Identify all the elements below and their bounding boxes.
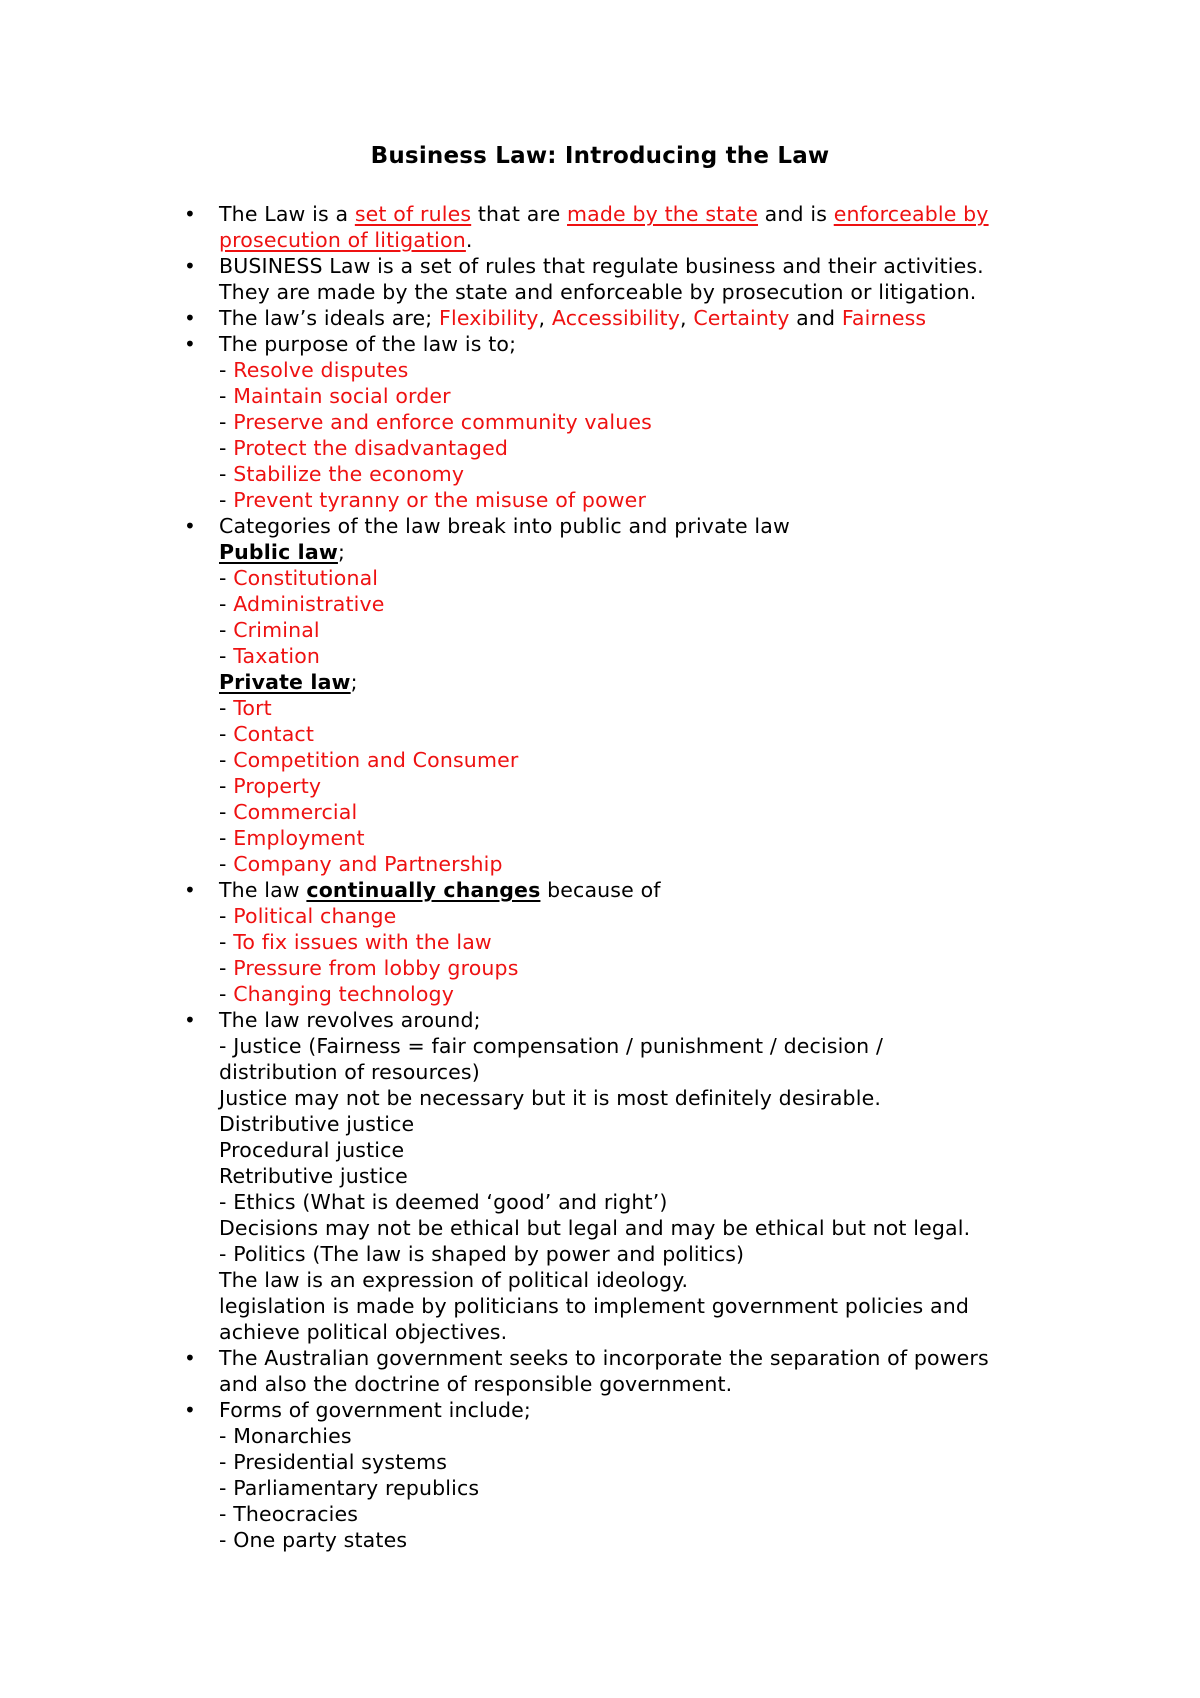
bullet-line: Distributive justice (219, 1112, 415, 1136)
list-item-text: Changing technology (233, 982, 454, 1006)
list-item: - Employment (219, 826, 365, 850)
bullet-line: - Politics (The law is shaped by power and politics) (219, 1242, 745, 1266)
text-run: ; (337, 540, 345, 564)
list-item-text: Employment (233, 826, 365, 850)
list-item: - To fix issues with the law (219, 930, 492, 954)
bullet-line: distribution of resources) (219, 1060, 480, 1084)
list-item-text: Tort (233, 696, 272, 720)
highlight-enforceable: enforceable by (833, 202, 989, 226)
text-run: . (465, 228, 473, 252)
ideal-fairness: Fairness (841, 306, 927, 330)
list-item: - Competition and Consumer (219, 748, 519, 772)
list-item: - Stabilize the economy (219, 462, 465, 486)
bullet-line: The law is an expression of political ideology. (219, 1268, 689, 1292)
bullet-line: Decisions may not be ethical but legal and may be ethical but not legal. (219, 1216, 971, 1240)
bullet-forms-of-government (219, 1397, 1099, 1553)
list-item-text: Prevent tyranny or the misuse of power (233, 488, 647, 512)
list-item: - Resolve disputes (219, 358, 409, 382)
heading-text: Public law (219, 540, 338, 564)
list-item: - Taxation (219, 644, 321, 668)
list-item-text: Pressure from lobby groups (233, 956, 519, 980)
list-item-text: Preserve and enforce community values (233, 410, 652, 434)
text-run: and is (758, 202, 834, 226)
bullet-line: achieve political objectives. (219, 1320, 508, 1344)
list-item-text: Protect the disadvantaged (233, 436, 509, 460)
bullet-line: - Justice (Fairness = fair compensation / punishment / decision / (219, 1034, 884, 1058)
ideal-flexibility: Flexibility (439, 306, 539, 330)
text-run: , (538, 306, 552, 330)
list-item: - Pressure from lobby groups (219, 956, 519, 980)
bullet-line: Retributive justice (219, 1164, 408, 1188)
bullet-line: Justice may not be necessary but it is most definitely desirable. (219, 1086, 881, 1110)
text-run: The law (219, 878, 307, 902)
bullet-line: legislation is made by politicians to implement government policies and (219, 1294, 970, 1318)
highlight-made-by-state: made by the state (567, 202, 759, 226)
list-item: - Administrative (219, 592, 385, 616)
list-item-text: Constitutional (233, 566, 379, 590)
document-body (219, 201, 1099, 1553)
list-item: - Company and Partnership (219, 852, 503, 876)
list-item: - Criminal (219, 618, 320, 642)
bullet-law-revolves (219, 1007, 1099, 1345)
bullet-law-definition (219, 201, 1099, 253)
bullet-line: They are made by the state and enforceable by prosecution or litigation. (219, 280, 977, 304)
bullet-line: • The purpose of the law is to; (219, 332, 517, 356)
text-run: The law’s ideals are; (219, 306, 440, 330)
list-item: - Contact (219, 722, 315, 746)
list-item-text: Company and Partnership (233, 852, 503, 876)
bullet-line: • BUSINESS Law is a set of rules that regulate business and their activities. (219, 254, 984, 278)
bullet-line: • Categories of the law break into public and private law (219, 514, 790, 538)
list-item: - Theocracies (219, 1502, 359, 1526)
text-run: and (789, 306, 842, 330)
list-item: - Commercial (219, 800, 358, 824)
list-item: - Property (219, 774, 322, 798)
page-title: Business Law: Introducing the Law (370, 143, 830, 169)
bullet-line: • The Australian government seeks to incorporate the separation of powers (219, 1346, 989, 1370)
list-item: - Preserve and enforce community values (219, 410, 652, 434)
public-law-heading (219, 539, 1099, 565)
bullet-law-purpose (219, 331, 1099, 513)
list-item: - Protect the disadvantaged (219, 436, 509, 460)
text-run: that are (471, 202, 568, 226)
bullet-business-law (219, 253, 1099, 305)
list-item: - One party states (219, 1528, 408, 1552)
bullet-law-ideals (219, 305, 1099, 331)
text-run: because of (540, 878, 661, 902)
list-item-text: Political change (233, 904, 397, 928)
bullet-line (219, 305, 1099, 331)
list-item-text: To fix issues with the law (233, 930, 492, 954)
list-item: - Maintain social order (219, 384, 451, 408)
bullet-law-changes (219, 877, 1099, 1007)
list-item-text: Maintain social order (233, 384, 451, 408)
list-item: - Presidential systems (219, 1450, 448, 1474)
list-item-text: Property (233, 774, 322, 798)
bullet-line: Procedural justice (219, 1138, 405, 1162)
text-run: , (679, 306, 694, 330)
bullet-line (219, 877, 1099, 903)
list-item: - Monarchies (219, 1424, 352, 1448)
list-item: - Tort (219, 696, 272, 720)
bullet-line: and also the doctrine of responsible government. (219, 1372, 733, 1396)
list-item-text: Taxation (233, 644, 321, 668)
list-item: - Parliamentary republics (219, 1476, 480, 1500)
bullet-line (219, 201, 1099, 227)
highlight-prosecution: prosecution of litigation (219, 228, 466, 252)
ideal-certainty: Certainty (693, 306, 790, 330)
private-law-heading (219, 669, 1099, 695)
list-item-text: Criminal (233, 618, 320, 642)
text-run: The Law is a (219, 202, 355, 226)
bullet-line: - Ethics (What is deemed ‘good’ and right’) (219, 1190, 668, 1214)
heading-text: Private law (219, 670, 351, 694)
list-item: - Changing technology (219, 982, 454, 1006)
highlight-set-of-rules: set of rules (354, 202, 472, 226)
list-item-text: Stabilize the economy (233, 462, 465, 486)
text-run: ; (350, 670, 358, 694)
bullet-law-categories (219, 513, 1099, 877)
list-item: - Prevent tyranny or the misuse of power (219, 488, 647, 512)
list-item-text: Administrative (233, 592, 385, 616)
bullet-line: • Forms of government include; (219, 1398, 531, 1422)
ideal-accessibility: Accessibility (551, 306, 680, 330)
list-item: - Political change (219, 904, 397, 928)
bullet-separation-of-powers (219, 1345, 1099, 1397)
list-item-text: Resolve disputes (233, 358, 409, 382)
list-item-text: Competition and Consumer (233, 748, 519, 772)
bullet-line (219, 227, 1099, 253)
list-item: - Constitutional (219, 566, 379, 590)
emphasis-continually-changes: continually changes (306, 878, 541, 902)
bullet-line: • The law revolves around; (219, 1008, 481, 1032)
list-item-text: Contact (233, 722, 315, 746)
list-item-text: Commercial (233, 800, 358, 824)
